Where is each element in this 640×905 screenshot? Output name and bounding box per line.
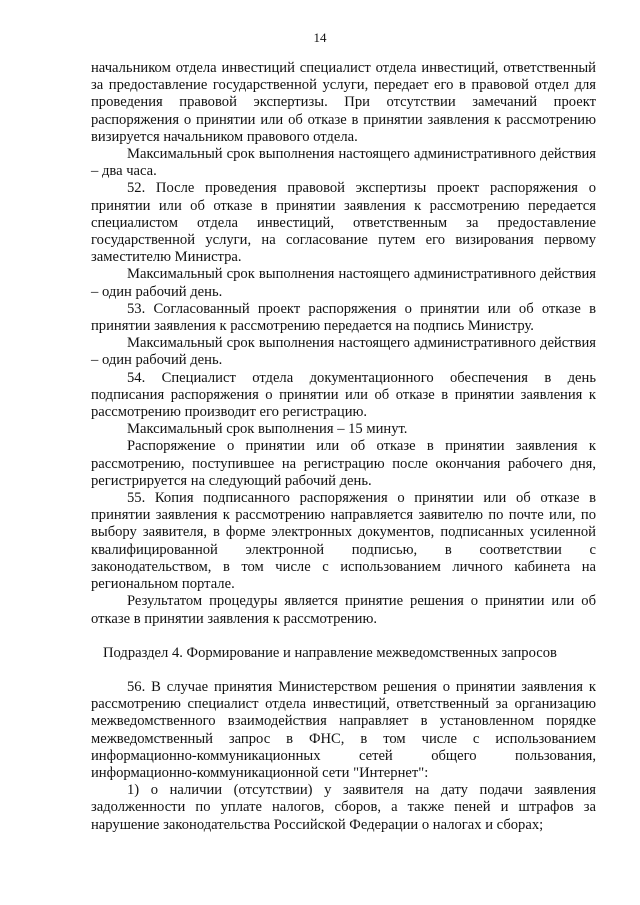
document-body [91,60,596,834]
paragraph-item-54: 54. Специалист отдела документационного обеспечения в день подписания распоряжения о принятии или об отказе в принятии заявления к рассмотрению производит его регистрацию. [91,369,596,421]
paragraph-item-53: 53. Согласованный проект распоряжения о принятии или об отказе в принятии заявления к рассмотрению передается на подпись Министру. [91,300,596,335]
page-number: 14 [313,30,327,45]
paragraph-deadline: Максимальный срок выполнения настоящего административного действия – один рабочий день. [91,266,596,300]
subsection-heading: Подраздел 4. Формирование и направление межведомственных запросов [103,644,557,661]
paragraph-deadline: Максимальный срок выполнения настоящего административного действия – два часа. [91,146,596,180]
paragraph-continuation: начальником отдела инвестиций специалист отдела инвестиций, ответственный за предоставление государственной услуги, передает его в правовой отдел для проведения правовой экспертизы. При отсутствии замечаний проект распоряжения о принятии или об отказе в принятии заявления к рассмотрению визируется начальником правового отдела. [91,60,596,145]
paragraph-item-52: 52. После проведения правовой экспертизы проект распоряжения о принятии или об отказе в принятии заявления к рассмотрению передается специалистом отдела инвестиций, ответственным за предоставление государственной услуги, на согласование путем его визирования первому заместителю Министра. [91,180,596,266]
paragraph-deadline: Максимальный срок выполнения – 15 минут. [127,421,408,438]
paragraph-item-56: 56. В случае принятия Министерством решения о принятии заявления к рассмотрению специалист отдела инвестиций, ответственный за организацию межведомственного взаимодействия направляет в установленном порядке межведомственный запрос в ФНС, в том числе с использованием информационно-коммуникационных сетей общего пользования, информационно-коммуникационной сети "Интернет": [91,678,596,781]
paragraph-item-55: 55. Копия подписанного распоряжения о принятии или об отказе в принятии заявления к рассмотрению направляется заявителю по почте или, по выбору заявителя, в форме электронных документов, подписанных усиленной квалифицированной электронной подписью, в соответствии с законодательством, в том числе с использованием личного кабинета на региональном портале. [91,490,596,593]
paragraph-subitem-1: 1) о наличии (отсутствии) у заявителя на дату подачи заявления задолженности по уплате налогов, сборов, а также пеней и штрафов за нарушение законодательства Российской Федерации о налогах и сборах; [91,782,596,833]
paragraph-registration: Распоряжение о принятии или об отказе в принятии заявления к рассмотрению, поступившее на регистрацию после окончания рабочего дня, регистрируется на следующий рабочий день. [91,438,596,489]
paragraph-result: Результатом процедуры является принятие решения о принятии или об отказе в принятии заявления к рассмотрению. [91,593,596,627]
paragraph-deadline: Максимальный срок выполнения настоящего административного действия – один рабочий день. [91,335,596,369]
